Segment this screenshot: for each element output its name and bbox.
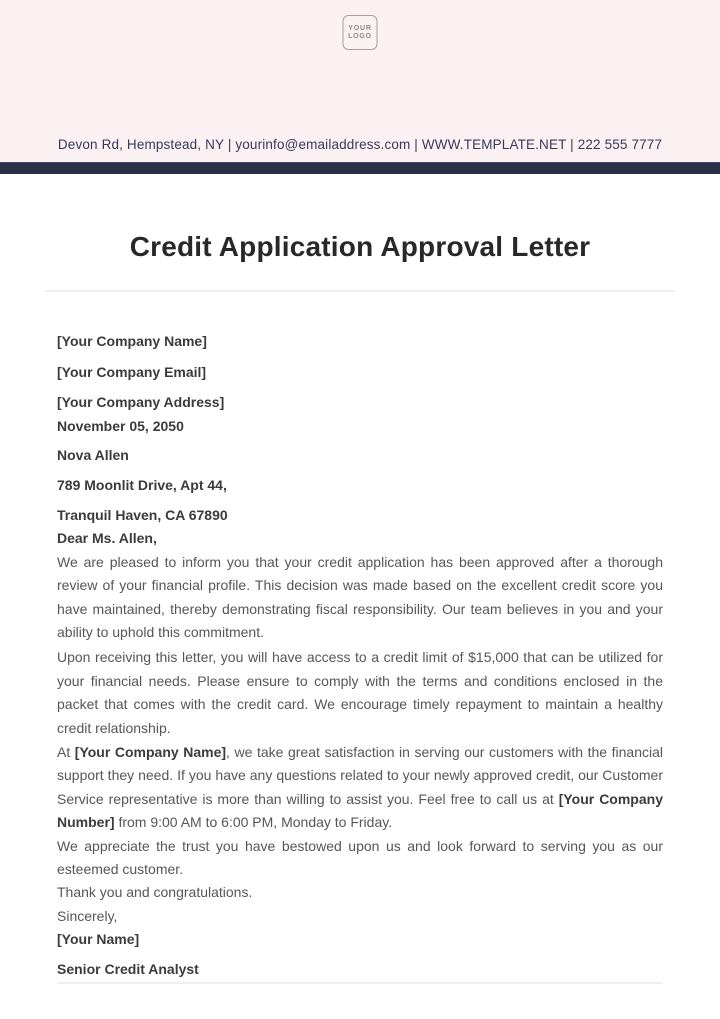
closing-salutation: Sincerely, (57, 907, 118, 924)
letter-body (0, 292, 720, 982)
paragraph-appreciation: We appreciate the trust you have bestowed upon us and look forward to serving you as our esteemed customer. (57, 837, 663, 878)
paragraph-approval: We are pleased to inform you that your credit application has been approved after a thorough review of your financial profile. This decision was made based on the excellent credit score you have maintained, thereby demonstrating fiscal responsibility. Our team believes in you and your ability to uphold this commitment. (57, 553, 663, 640)
header-contact-line: Devon Rd, Hempstead, NY | yourinfo@emailaddress.com | WWW.TEMPLATE.NET | 222 555 7777 (57, 137, 663, 152)
recipient-address-line2: Tranquil Haven, CA 67890 (57, 506, 228, 523)
signature-title: Senior Credit Analyst (57, 961, 199, 978)
letter-date: November 05, 2050 (57, 417, 184, 434)
sender-company-address: [Your Company Address] (57, 394, 225, 411)
logo-text-line1: YOUR (348, 24, 372, 32)
paragraph-credit-limit: Upon receiving this letter, you will have access to a credit limit of $15,000 that can be utilized for your financial needs. Please ensure to comply with the terms and conditions enclosed in the packet that comes with the credit card. We encourage timely repayment to maintain a healthy credit relationship. (57, 649, 663, 736)
closing-thanks: Thank you and congratulations. (57, 884, 253, 901)
letterhead-header (0, 0, 720, 162)
logo-text-line2: LOGO (348, 32, 372, 40)
salutation: Dear Ms. Allen, (57, 530, 157, 547)
recipient-name: Nova Allen (57, 447, 129, 464)
sender-company-name: [Your Company Name] (57, 333, 207, 349)
signature-name: [Your Name] (57, 931, 140, 948)
recipient-address-line1: 789 Moonlit Drive, Apt 44, (57, 477, 227, 494)
header-accent-bar (0, 162, 720, 174)
page-title: Credit Application Approval Letter (129, 231, 591, 262)
footer-divider (57, 982, 663, 984)
sender-company-email: [Your Company Email] (57, 363, 207, 380)
company-logo-placeholder (343, 15, 378, 50)
paragraph-customer-service: At [Your Company Name], we take great satisfaction in serving our customers with the financial support they need. If you have any questions related to your newly approved credit, our Customer Service representative is more than willing to assist you. Feel free to call us at [Your Company Number] from 9:00 AM to 6:00 PM, Monday to Friday. (57, 744, 663, 831)
